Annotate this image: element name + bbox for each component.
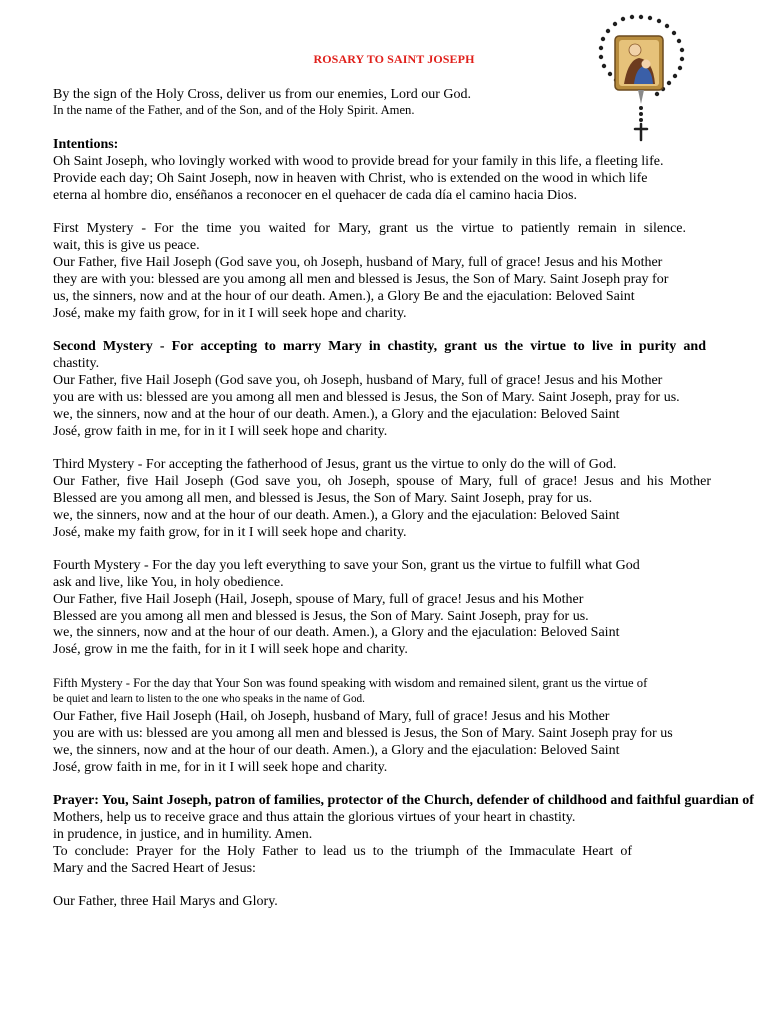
body-line: eterna al hombre dio, enséñanos a reconocer en el quehacer de cada día el camino hacia Dios. [53,188,577,203]
body-line: José, grow faith in me, for in it I will seek hope and charity. [53,760,388,775]
body-line: we, the sinners, now and at the hour of our death. Amen.), a Glory and the ejaculation: Beloved Saint [53,508,620,523]
body-line: you are with us: blessed are you among all men and blessed is Jesus, the Son of Mary. Saint Joseph pray for us [53,726,673,741]
body-line: wait, this is give us peace. [53,238,200,253]
body-line: Our Father, five Hail Joseph (God save you, oh Joseph, spouse of Mary, full of grace! Jesus and his Mother [53,474,711,489]
body-line: José, grow in me the faith, for in it I will seek hope and charity. [53,642,408,657]
mystery-heading: Fifth Mystery - For the day that Your Son was found speaking with wisdom and remained silent, grant us the virtue of [53,676,648,690]
body-line: in prudence, in justice, and in humility. Amen. [53,827,313,842]
closing-line: Our Father, three Hail Marys and Glory. [53,894,278,909]
body-line: José, make my faith grow, for in it I will seek hope and charity. [53,525,407,540]
body-line: we, the sinners, now and at the hour of our death. Amen.), a Glory and the ejaculation: Beloved Saint [53,625,620,640]
body-line: us, the sinners, now and at the hour of our death. Amen.), a Glory Be and the ejaculation: Beloved Saint [53,289,635,304]
body-line: ask and live, like You, in holy obedience. [53,575,284,590]
mystery-heading: Third Mystery - For accepting the fatherhood of Jesus, grant us the virtue to only do the will of God. [53,457,617,472]
body-line: Our Father, five Hail Joseph (God save you, oh Joseph, husband of Mary, full of grace! Jesus and his Mother [53,255,663,270]
body-line: To conclude: Prayer for the Holy Father to lead us to the triumph of the Immaculate Heart of [53,844,632,859]
body-line: Our Father, five Hail Joseph (God save you, oh Joseph, husband of Mary, full of grace! Jesus and his Mother [53,373,663,388]
mystery-heading: Second Mystery - For accepting to marry Mary in chastity, grant us the virtue to live in purity and [53,339,706,354]
body-line: Mary and the Sacred Heart of Jesus: [53,861,256,876]
body-line: Our Father, five Hail Joseph (Hail, oh Joseph, husband of Mary, full of grace! Jesus and his Mother [53,709,610,724]
body-line: you are with us: blessed are you among all men and blessed is Jesus, the Son of Mary. Saint Joseph, pray for us. [53,390,680,405]
document-title: ROSARY TO SAINT JOSEPH [313,52,475,66]
rosary-icon [598,14,688,142]
mystery-heading: First Mystery - For the time you waited for Mary, grant us the virtue to patiently remain in silence. [53,221,686,236]
body-line: be quiet and learn to listen to the one who speaks in the name of God. [53,693,365,705]
body-line: chastity. [53,356,100,371]
body-line: Oh Saint Joseph, who lovingly worked with wood to provide bread for your family in this life, a fleeting life. [53,154,664,169]
body-line: Blessed are you among all men and blessed is Jesus, the Son of Mary. Saint Joseph, pray for us. [53,609,589,624]
prayer-heading: Prayer: You, Saint Joseph, patron of families, protector of the Church, defender of childhood and faithful guardian of [53,793,754,808]
body-line: By the sign of the Holy Cross, deliver us from our enemies, Lord our God. [53,87,471,102]
body-line: they are with you: blessed are you among all men and blessed is Jesus, the Son of Mary. Saint Joseph pray for [53,272,669,287]
body-line: Our Father, five Hail Joseph (Hail, Joseph, spouse of Mary, full of grace! Jesus and his Mother [53,592,584,607]
body-line: we, the sinners, now and at the hour of our death. Amen.), a Glory and the ejaculation: Beloved Saint [53,743,620,758]
body-line: José, grow faith in me, for in it I will seek hope and charity. [53,424,388,439]
body-line: Mothers, help us to receive grace and thus attain the glorious virtues of your heart in chastity. [53,810,576,825]
section-heading: Intentions: [53,137,119,152]
body-line: José, make my faith grow, for in it I will seek hope and charity. [53,306,407,321]
body-line: In the name of the Father, and of the Son, and of the Holy Spirit. Amen. [53,103,415,117]
body-line: Provide each day; Oh Saint Joseph, now in heaven with Christ, who is extended on the wood in which life [53,171,648,186]
body-line: we, the sinners, now and at the hour of our death. Amen.), a Glory and the ejaculation: Beloved Saint [53,407,620,422]
mystery-heading: Fourth Mystery - For the day you left everything to save your Son, grant us the virtue to fulfill what God [53,558,640,573]
body-line: Blessed are you among all men, and blessed is Jesus, the Son of Mary. Saint Joseph, pray for us. [53,491,593,506]
